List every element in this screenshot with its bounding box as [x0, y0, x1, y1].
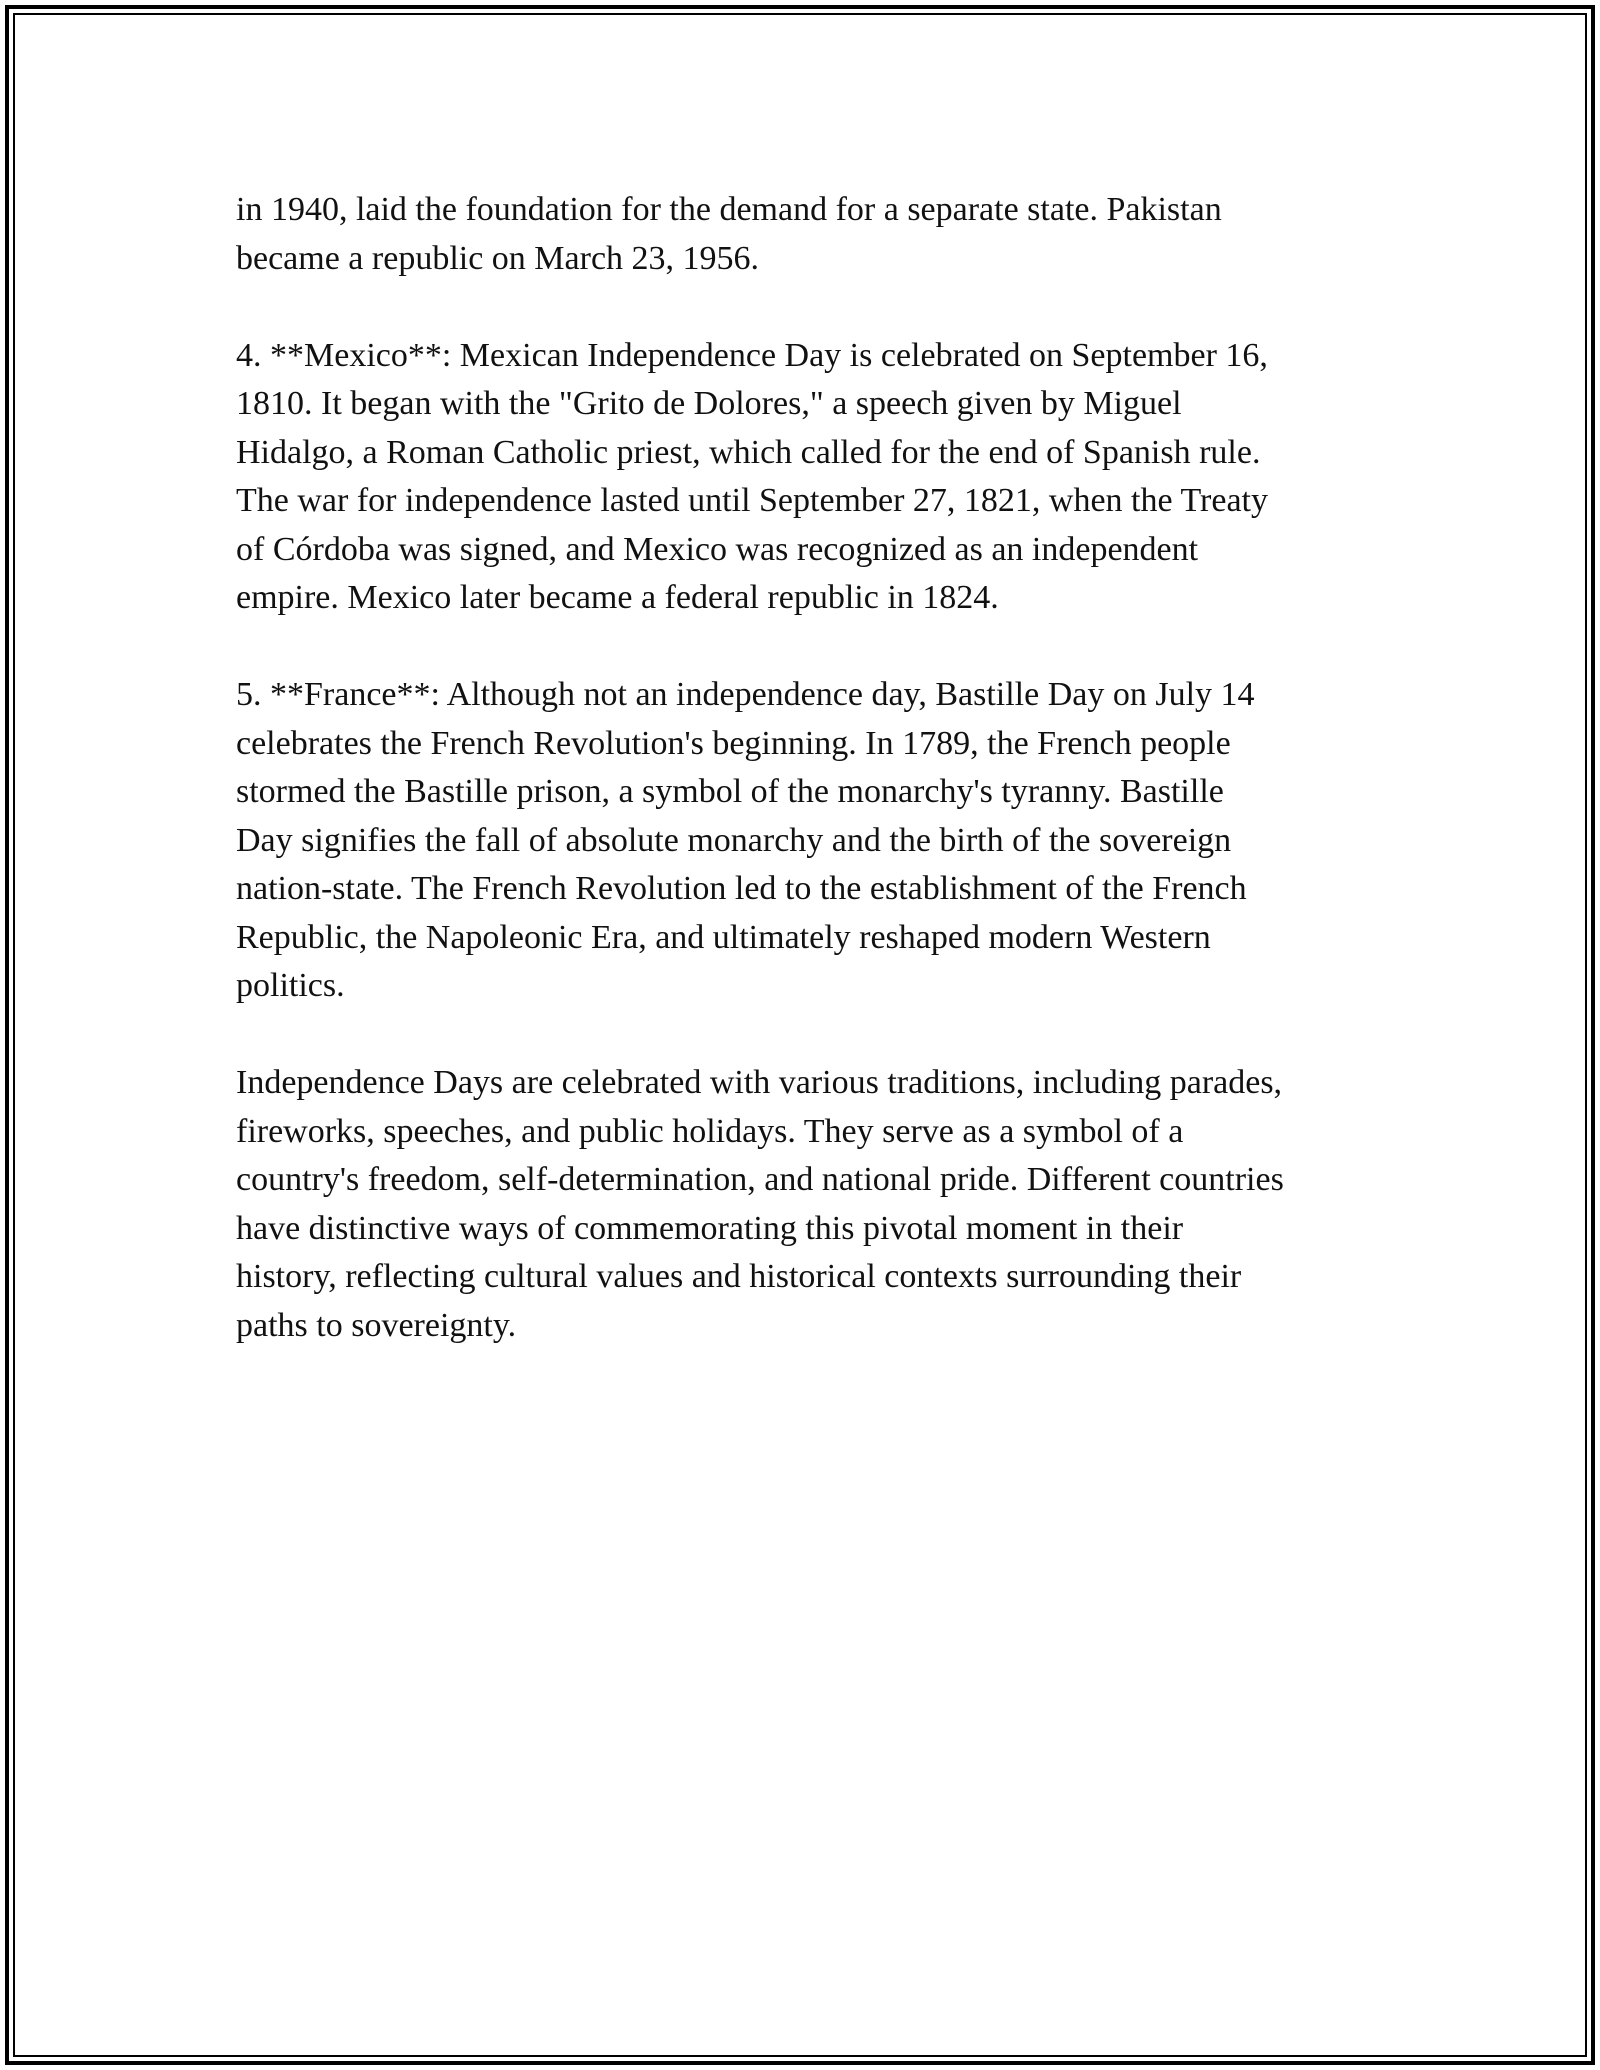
document-body [236, 186, 1386, 1399]
paragraph-mexico: 4. **Mexico**: Mexican Independence Day is celebrated on September 16, 1810. It began with the "Grito de Dolores," a speech given by Miguel Hidalgo, a Roman Catholic priest, which called for the end of Spanish rule. The war for independence lasted until September 27, 1821, when the Treaty of Córdoba was signed, and Mexico was recognized as an independent empire. Mexico later became a federal republic in 1824. [236, 336, 1269, 616]
paragraph-pakistan-continuation: in 1940, laid the foundation for the demand for a separate state. Pakistan became a republic on March 23, 1956. [236, 191, 1222, 277]
paragraph-france: 5. **France**: Although not an independence day, Bastille Day on July 14 celebrates the French Revolution's beginning. In 1789, the French people stormed the Bastille prison, a symbol of the monarchy's tyranny. Bastille Day signifies the fall of absolute monarchy and the birth of the sovereign nation-state. The French Revolution led to the establishment of the French Republic, the Napoleonic Era, and ultimately reshaped modern Western politics. [236, 676, 1255, 1004]
paragraph-conclusion: Independence Days are celebrated with various traditions, including parades, fireworks, speeches, and public holidays. They serve as a symbol of a country's freedom, self-determination, and national pride. Different countries have distinctive ways of commemorating this pivotal moment in their history, reflecting cultural values and historical contexts surrounding their paths to sovereignty. [236, 1064, 1284, 1344]
